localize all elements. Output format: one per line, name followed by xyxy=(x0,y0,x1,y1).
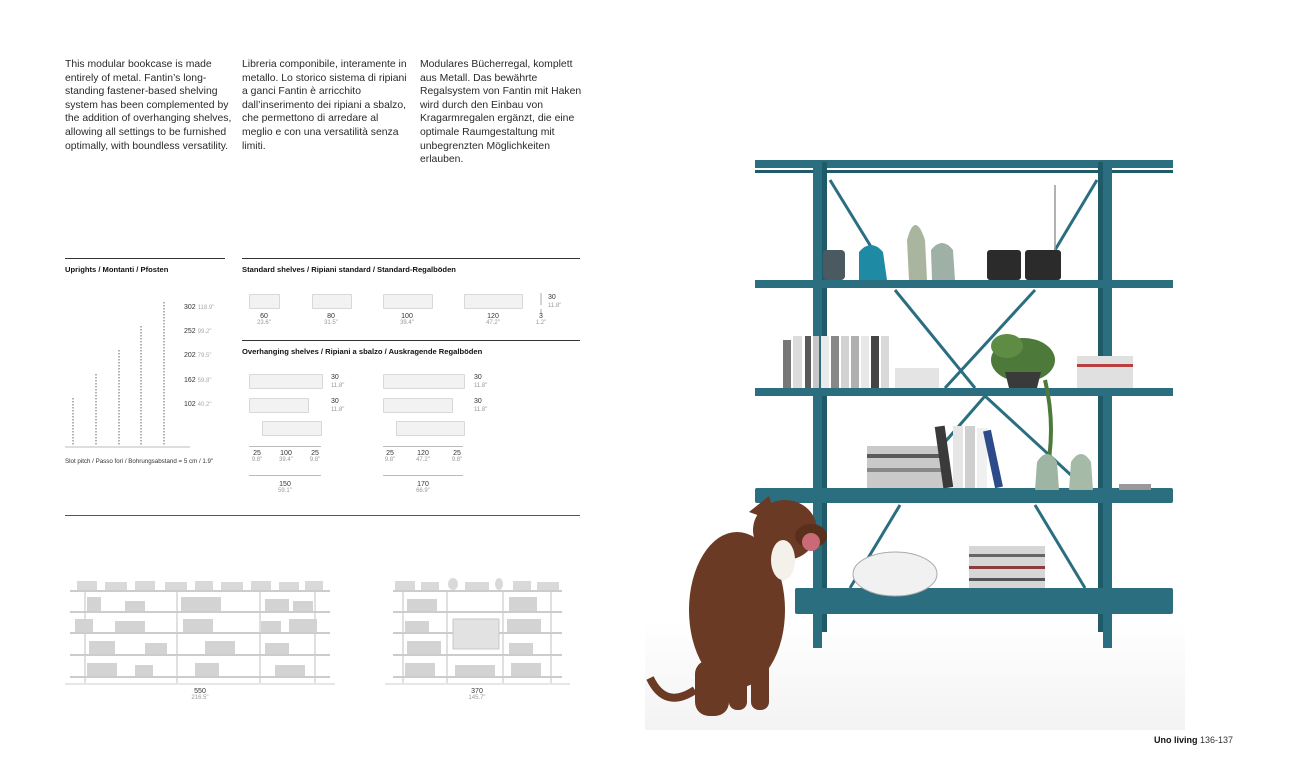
height-in: 59.8" xyxy=(197,377,212,384)
overhang-left-total xyxy=(265,481,305,494)
depth-cm: 30 xyxy=(474,398,482,405)
width-cm: 60 xyxy=(260,313,268,320)
radio-icon xyxy=(1025,250,1061,280)
total-in: 59.1" xyxy=(278,488,292,494)
standard-depth xyxy=(548,294,561,310)
brand-name: Uno living xyxy=(1154,735,1198,745)
bookcase-frame xyxy=(755,160,1173,648)
width-in: 23.6" xyxy=(257,320,271,326)
width-in: 31.5" xyxy=(324,320,338,326)
books-stack xyxy=(969,546,1045,588)
width-in: 145.7" xyxy=(468,695,486,701)
height-in: 99.2" xyxy=(197,329,212,336)
standard-width-80 xyxy=(311,313,351,326)
vase-icon xyxy=(823,250,845,280)
total-in: 66.9" xyxy=(416,488,430,494)
intro-german: Modulares Bücherregal, komplett aus Metall. Das bewährte Regalsystem von Fantin mit Haken wird durch den Einbau von Kragarmregalen ergänzt, die eine optimale Raumgestaltung mit unbegrenzten Möglichkeiten erlauben. xyxy=(420,59,582,166)
page-numbers: 136-137 xyxy=(1200,735,1234,745)
vase-icon xyxy=(1069,454,1093,490)
composition-370-width xyxy=(457,688,497,701)
total-cm: 170 xyxy=(417,481,429,488)
glasses-icon xyxy=(1119,484,1151,490)
section-divider xyxy=(65,515,580,516)
width-cm: 80 xyxy=(327,313,335,320)
composition-550-drawing xyxy=(65,575,335,687)
overhang-left-part-2 xyxy=(274,450,298,463)
height-in: 40.2" xyxy=(197,401,212,408)
overhang-shelf-left-bottom xyxy=(262,421,322,436)
overhang-left-measure xyxy=(249,446,321,447)
part-cm: 25 xyxy=(386,450,394,457)
intro-english: This modular bookcase is made entirely of metal. Fantin’s long-standing fastener-based shelving system has been complemented by the addition of overhanging shelves, allowing all settings to be furnished optimally, with boundless versatility. xyxy=(65,59,232,152)
vase-icon xyxy=(859,245,887,280)
overhang-left-part-3 xyxy=(305,450,325,463)
depth-in: 11.8" xyxy=(474,407,488,413)
overhanging-title: Overhanging shelves / Ripiani a sbalzo / Auskragende Regalböden xyxy=(242,347,483,356)
depth-cm: 30 xyxy=(474,374,482,381)
depth-in: 11.8" xyxy=(331,407,345,413)
overhang-depth-right-1 xyxy=(474,374,487,390)
dog-mouth xyxy=(802,533,820,551)
standard-thickness xyxy=(533,313,549,326)
height-cm: 252 xyxy=(184,328,196,336)
overhang-depth-right-2 xyxy=(474,398,487,414)
part-in: 9.8" xyxy=(309,457,321,463)
standard-shelf-120 xyxy=(464,294,523,309)
books-row-3 xyxy=(867,426,1003,489)
part-cm: 25 xyxy=(253,450,261,457)
standard-shelf-80 xyxy=(312,294,352,309)
product-photo xyxy=(645,150,1185,730)
part-in: 47.2" xyxy=(416,457,430,463)
bowl-icon xyxy=(853,552,937,596)
overhang-depth-left-1 xyxy=(331,374,344,390)
part-cm: 120 xyxy=(417,450,429,457)
overhang-left-part-1 xyxy=(247,450,267,463)
uprights-rule xyxy=(65,258,225,259)
dog-chest xyxy=(771,540,795,580)
part-in: 9.8" xyxy=(384,457,396,463)
overhang-right-part-1 xyxy=(380,450,400,463)
part-in: 39.4" xyxy=(279,457,293,463)
depth-in: 11.8" xyxy=(474,383,488,389)
depth-cm: 30 xyxy=(331,398,339,405)
thickness-in: 1.2" xyxy=(535,320,547,326)
overhang-right-total xyxy=(403,481,443,494)
height-in: 118.9" xyxy=(197,305,215,311)
part-cm: 25 xyxy=(453,450,461,457)
width-cm: 100 xyxy=(401,313,413,320)
part-in: 9.8" xyxy=(251,457,263,463)
depth-in: 11.8" xyxy=(331,383,345,389)
overhang-left-total-line xyxy=(249,475,321,476)
height-cm: 302 xyxy=(184,304,196,311)
overhang-shelf-right-mid xyxy=(383,398,453,413)
uprights-title: Uprights / Montanti / Pfosten xyxy=(65,265,169,274)
standard-width-100 xyxy=(387,313,427,326)
depth-cm: 30 xyxy=(331,374,339,381)
overhanging-rule xyxy=(242,340,580,341)
height-cm: 102 xyxy=(184,400,196,408)
depth-cm: 30 xyxy=(548,294,556,301)
uprights-heights xyxy=(184,296,214,417)
intro-italian: Libreria componibile, interamente in metallo. Lo storico sistema di ripiani a ganci Fantin è arricchito dall’inserimento dei ripiani a sbalzo, che permettono di arredare al meglio e con una versatilità senza limiti. xyxy=(242,59,407,152)
height-cm: 202 xyxy=(184,352,196,360)
slot-pitch-note: Slot pitch / Passo fori / Bohrungsabstand = 5 cm / 1.9" xyxy=(65,458,214,465)
speaker-icon xyxy=(987,250,1021,280)
height-in: 79.5" xyxy=(197,353,212,360)
part-cm: 100 xyxy=(280,450,292,457)
books-row-2 xyxy=(783,336,1133,388)
overhang-shelf-right-bottom xyxy=(396,421,465,436)
standard-rule xyxy=(242,258,580,259)
part-in: 9.8" xyxy=(451,457,463,463)
width-cm: 370 xyxy=(471,688,483,695)
composition-370-drawing xyxy=(385,575,570,687)
overhang-depth-left-2 xyxy=(331,398,344,414)
overhang-shelf-right-top xyxy=(383,374,465,389)
width-in: 216.5" xyxy=(191,695,209,701)
overhang-right-total-line xyxy=(383,475,463,476)
page-footer xyxy=(1154,735,1233,745)
vase-icon xyxy=(907,225,927,280)
overhang-shelf-left-top xyxy=(249,374,323,389)
overhang-right-measure xyxy=(383,446,463,447)
depth-in: 11.8" xyxy=(548,303,562,309)
standard-shelf-100 xyxy=(383,294,433,309)
width-cm: 550 xyxy=(194,688,206,695)
vase-icon xyxy=(931,243,955,280)
standard-shelf-60 xyxy=(249,294,280,309)
cross-braces xyxy=(830,180,1097,588)
overhang-right-part-2 xyxy=(411,450,435,463)
total-cm: 150 xyxy=(279,481,291,488)
overhang-shelf-left-mid xyxy=(249,398,309,413)
standard-width-120 xyxy=(473,313,513,326)
width-in: 47.2" xyxy=(486,320,500,326)
height-cm: 162 xyxy=(184,376,196,384)
width-in: 39.4" xyxy=(400,320,414,326)
standard-title: Standard shelves / Ripiani standard / Standard-Regalböden xyxy=(242,265,456,274)
thickness-cm: 3 xyxy=(539,313,543,320)
overhang-right-part-3 xyxy=(447,450,467,463)
standard-width-60 xyxy=(244,313,284,326)
part-cm: 25 xyxy=(311,450,319,457)
composition-550-width xyxy=(180,688,220,701)
width-cm: 120 xyxy=(487,313,499,320)
